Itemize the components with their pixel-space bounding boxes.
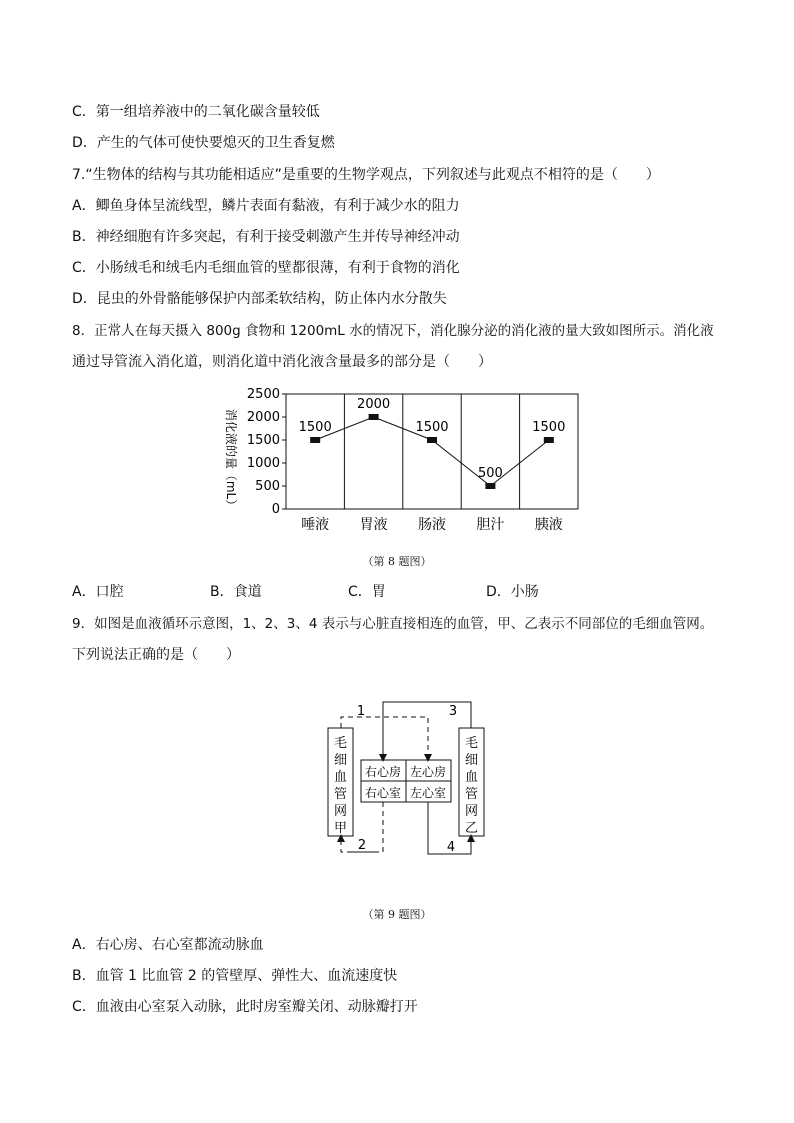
data-label: 1500 [415, 420, 449, 435]
y-tick-label: 1000 [246, 456, 280, 471]
option: A．鲫鱼身体呈流线型，鳞片表面有黏液，有利于减少水的阻力 [72, 198, 460, 214]
data-label: 1500 [298, 420, 332, 435]
capillary-network-a-char: 网 [333, 804, 348, 819]
figure-9-caption: （第 9 题图） [362, 908, 432, 921]
capillary-network-a-char: 毛 [333, 736, 348, 751]
vessel-2-label: 2 [357, 838, 367, 853]
circulation-diagram [0, 695, 794, 865]
left-atrium-label: 左心房 [409, 765, 447, 779]
vessel-3 [383, 702, 471, 758]
capillary-network-b-char: 毛 [464, 736, 479, 751]
option: B．神经细胞有许多突起，有利于接受刺激产生并传导神经冲动 [72, 229, 460, 245]
capillary-network-a-char: 血 [333, 770, 348, 785]
option-d: D．小肠 [486, 584, 539, 600]
option-c: C．胃 [348, 584, 386, 600]
right-ventricle-label: 右心室 [364, 786, 402, 800]
capillary-network-a-char: 甲 [333, 821, 348, 836]
data-label: 500 [477, 466, 503, 481]
left-ventricle-label: 左心室 [409, 786, 447, 800]
data-label: 1500 [532, 420, 566, 435]
vessel-4-label: 4 [446, 840, 456, 855]
category-label: 肠液 [418, 517, 446, 533]
data-point [427, 437, 437, 443]
text-line: D．产生的气体可使快要熄灭的卫生香复燃 [72, 135, 335, 151]
capillary-network-a-char: 细 [333, 753, 348, 768]
option-a: A．右心房、右心室都流动脉血 [72, 937, 264, 953]
option: D．昆虫的外骨骼能够保护内部柔软结构，防止体内水分散失 [72, 291, 447, 307]
question-8-cont: 通过导管流入消化道，则消化道中消化液含量最多的部分是（ ） [72, 354, 492, 370]
option-b: B．食道 [210, 584, 262, 600]
question-9: 9．如图是血液循环示意图，1、2、3、4 表示与心脏直接相连的血管，甲、乙表示不同部位的毛细血管网。 [72, 616, 714, 632]
option-a: A．口腔 [72, 584, 124, 600]
y-tick-label: 1500 [246, 433, 280, 448]
data-point [369, 414, 379, 420]
y-tick-label: 500 [255, 479, 280, 494]
data-label: 2000 [357, 397, 391, 412]
category-label: 胰液 [534, 517, 563, 533]
category-label: 胆汁 [476, 517, 505, 533]
question-7: 7.“生物体的结构与其功能相适应”是重要的生物学观点，下列叙述与此观点不相符的是（ ） [72, 167, 660, 183]
category-label: 唾液 [301, 517, 330, 533]
capillary-network-b-char: 网 [464, 804, 479, 819]
data-point [544, 437, 554, 443]
vessel-1 [341, 717, 428, 758]
y-tick-label: 0 [271, 502, 280, 517]
option-b: B．血管 1 比血管 2 的管壁厚、弹性大、血流速度快 [72, 968, 398, 984]
capillary-network-b-char: 乙 [464, 821, 479, 836]
y-axis-label: 消化液的量（mL） [224, 408, 238, 512]
y-tick-label: 2000 [246, 410, 280, 425]
y-tick-label: 2500 [246, 387, 280, 402]
option: C．小肠绒毛和绒毛内毛细血管的壁都很薄，有利于食物的消化 [72, 260, 460, 276]
vessel-3-label: 3 [448, 704, 458, 719]
category-label: 胃液 [359, 517, 388, 533]
capillary-network-a-char: 管 [333, 787, 348, 802]
data-point [310, 437, 320, 443]
digestive-juice-chart [0, 380, 794, 540]
figure-8-caption: （第 8 题图） [362, 555, 432, 568]
capillary-network-b-char: 管 [464, 787, 479, 802]
vessel-1-label: 1 [356, 704, 366, 719]
data-point [485, 483, 495, 489]
capillary-network-b-char: 血 [464, 770, 479, 785]
question-9-cont: 下列说法正确的是（ ） [72, 647, 240, 663]
capillary-network-b-char: 细 [464, 753, 479, 768]
text-line: C．第一组培养液中的二氧化碳含量较低 [72, 104, 320, 120]
option-c: C．血液由心室泵入动脉，此时房室瓣关闭、动脉瓣打开 [72, 999, 418, 1015]
right-atrium-label: 右心房 [364, 765, 402, 779]
question-8: 8．正常人在每天摄入 800g 食物和 1200mL 水的情况下，消化腺分泌的消化液的量大致如图所示。消化液 [72, 323, 714, 339]
